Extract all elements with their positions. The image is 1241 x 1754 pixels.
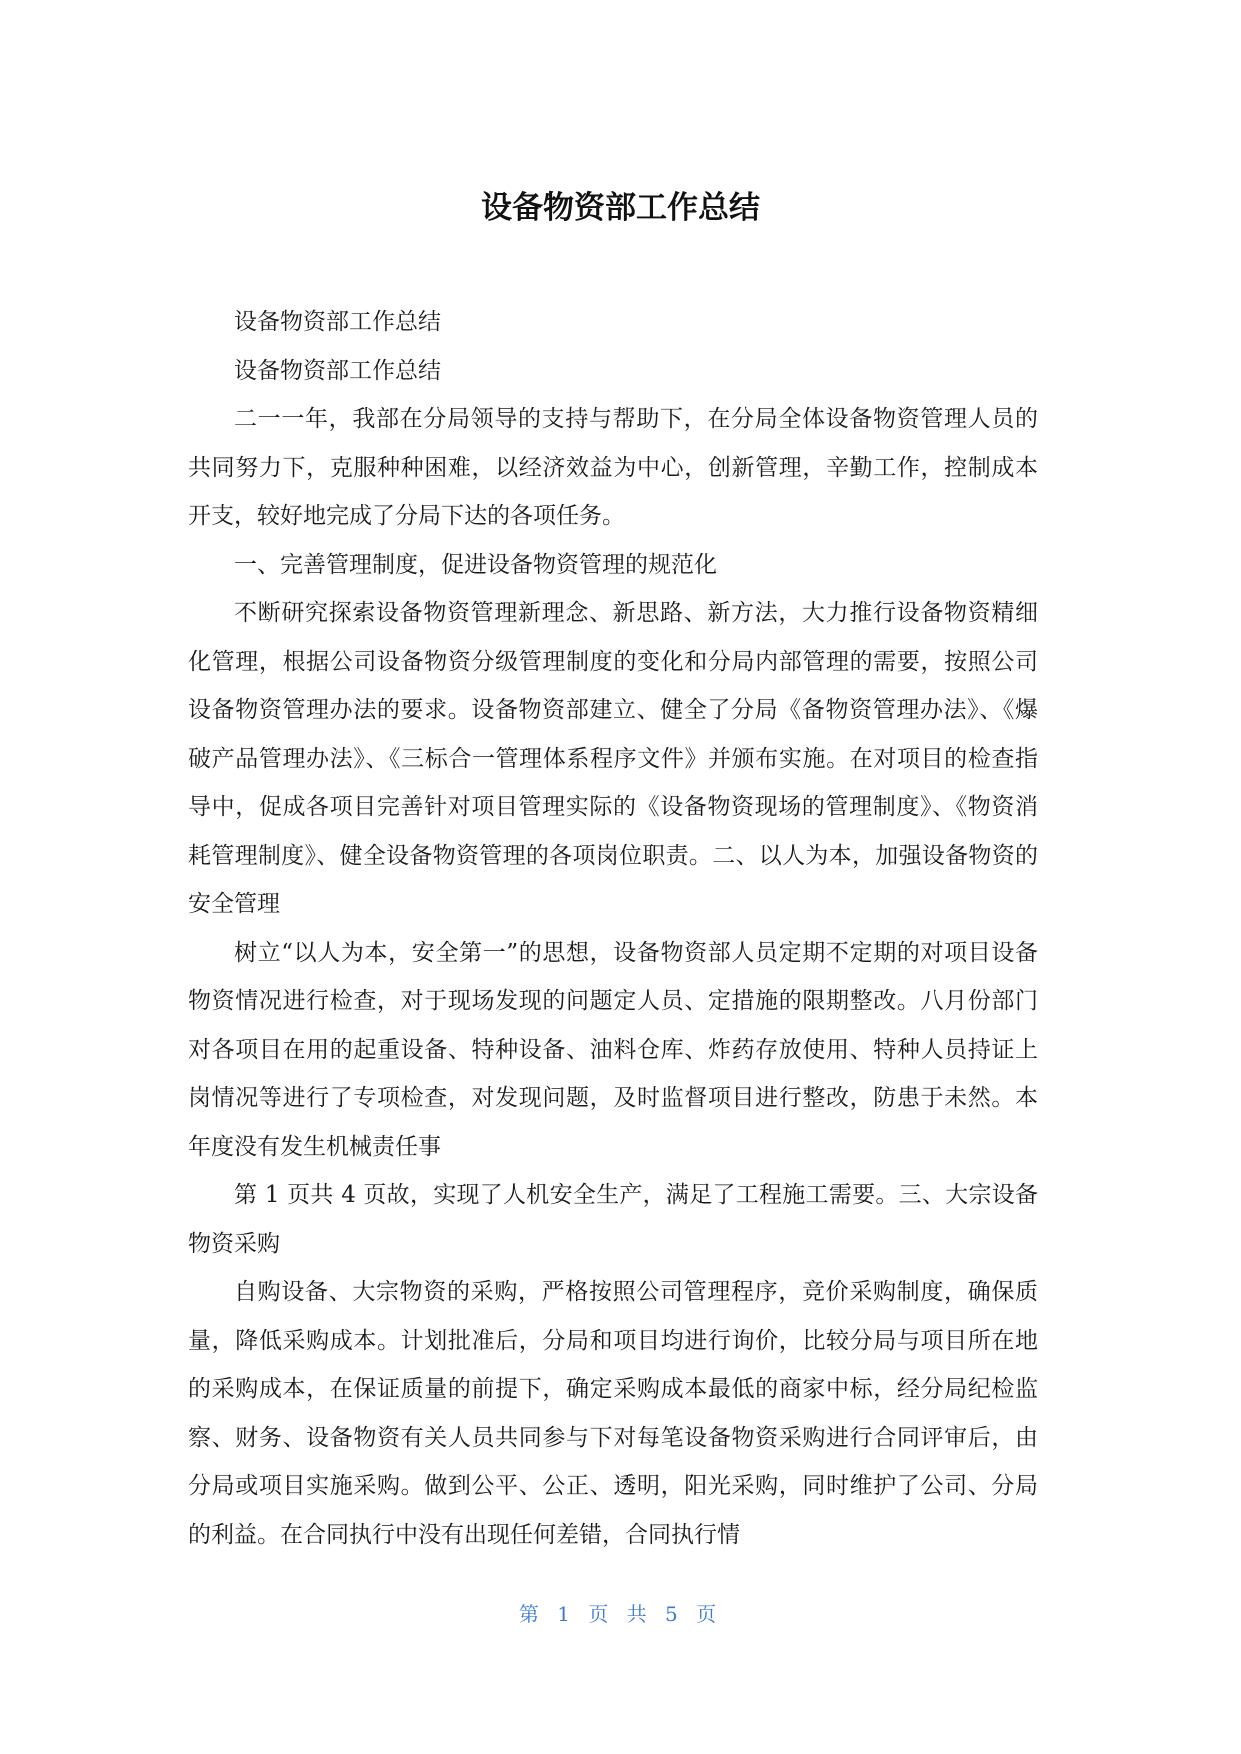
section-heading: 一、完善管理制度，促进设备物资管理的规范化 xyxy=(234,551,717,578)
document-body xyxy=(188,298,1038,1559)
paragraph: 自购设备、大宗物资的采购，严格按照公司管理程序，竞价采购制度，确保质量，降低采购成本。计划批准后，分局和项目均进行询价，比较分局与项目所在地的采购成本，在保证质量的前提下，确定采购成本最低的商家中标，经分局纪检监察、财务、设备物资有关人员共同参与下对每笔设备物资采购进行合同评审后，由分局或项目实施采购。做到公平、公正、透明，阳光采购，同时维护了公司、分局的利益。在合同执行中没有出现任何差错，合同执行情 xyxy=(188,1279,1038,1548)
paragraph: 树立“以人为本，安全第一”的思想，设备物资部人员定期不定期的对项目设备物资情况进行检查，对于现场发现的问题定人员、定措施的限期整改。八月份部门对各项目在用的起重设备、特种设备、油料仓库、炸药存放使用、特种人员持证上岗情况等进行了专项检查，对发现问题，及时监督项目进行整改，防患于未然。本年度没有发生机械责任事 xyxy=(188,939,1038,1160)
paragraph: 第 1 页共 4 页故，实现了人机安全生产，满足了工程施工需要。三、大宗设备物资采购 xyxy=(188,1182,1038,1257)
paragraph: 设备物资部工作总结 xyxy=(234,357,441,384)
paragraph: 不断研究探索设备物资管理新理念、新思路、新方法，大力推行设备物资精细化管理，根据公司设备物资分级管理制度的变化和分局内部管理的需要，按照公司设备物资管理办法的要求。设备物资部建立、健全了分局《备物资管理办法》、《爆破产品管理办法》、《三标合一管理体系程序文件》并颁布实施。在对项目的检查指导中，促成各项目完善针对项目管理实际的《设备物资现场的管理制度》、《物资消耗管理制度》、健全设备物资管理的各项岗位职责。二、以人为本，加强设备物资的安全管理 xyxy=(188,600,1038,917)
document-title: 设备物资部工作总结 xyxy=(481,190,760,226)
paragraph: 设备物资部工作总结 xyxy=(234,309,441,335)
paragraph: 二一一年，我部在分局领导的支持与帮助下，在分局全体设备物资管理人员的共同努力下，克服种种困难，以经济效益为中心，创新管理，辛勤工作，控制成本开支，较好地完成了分局下达的各项任务。 xyxy=(188,406,1038,529)
page-number-footer: 第 1 页 共 5 页 xyxy=(518,1602,723,1626)
